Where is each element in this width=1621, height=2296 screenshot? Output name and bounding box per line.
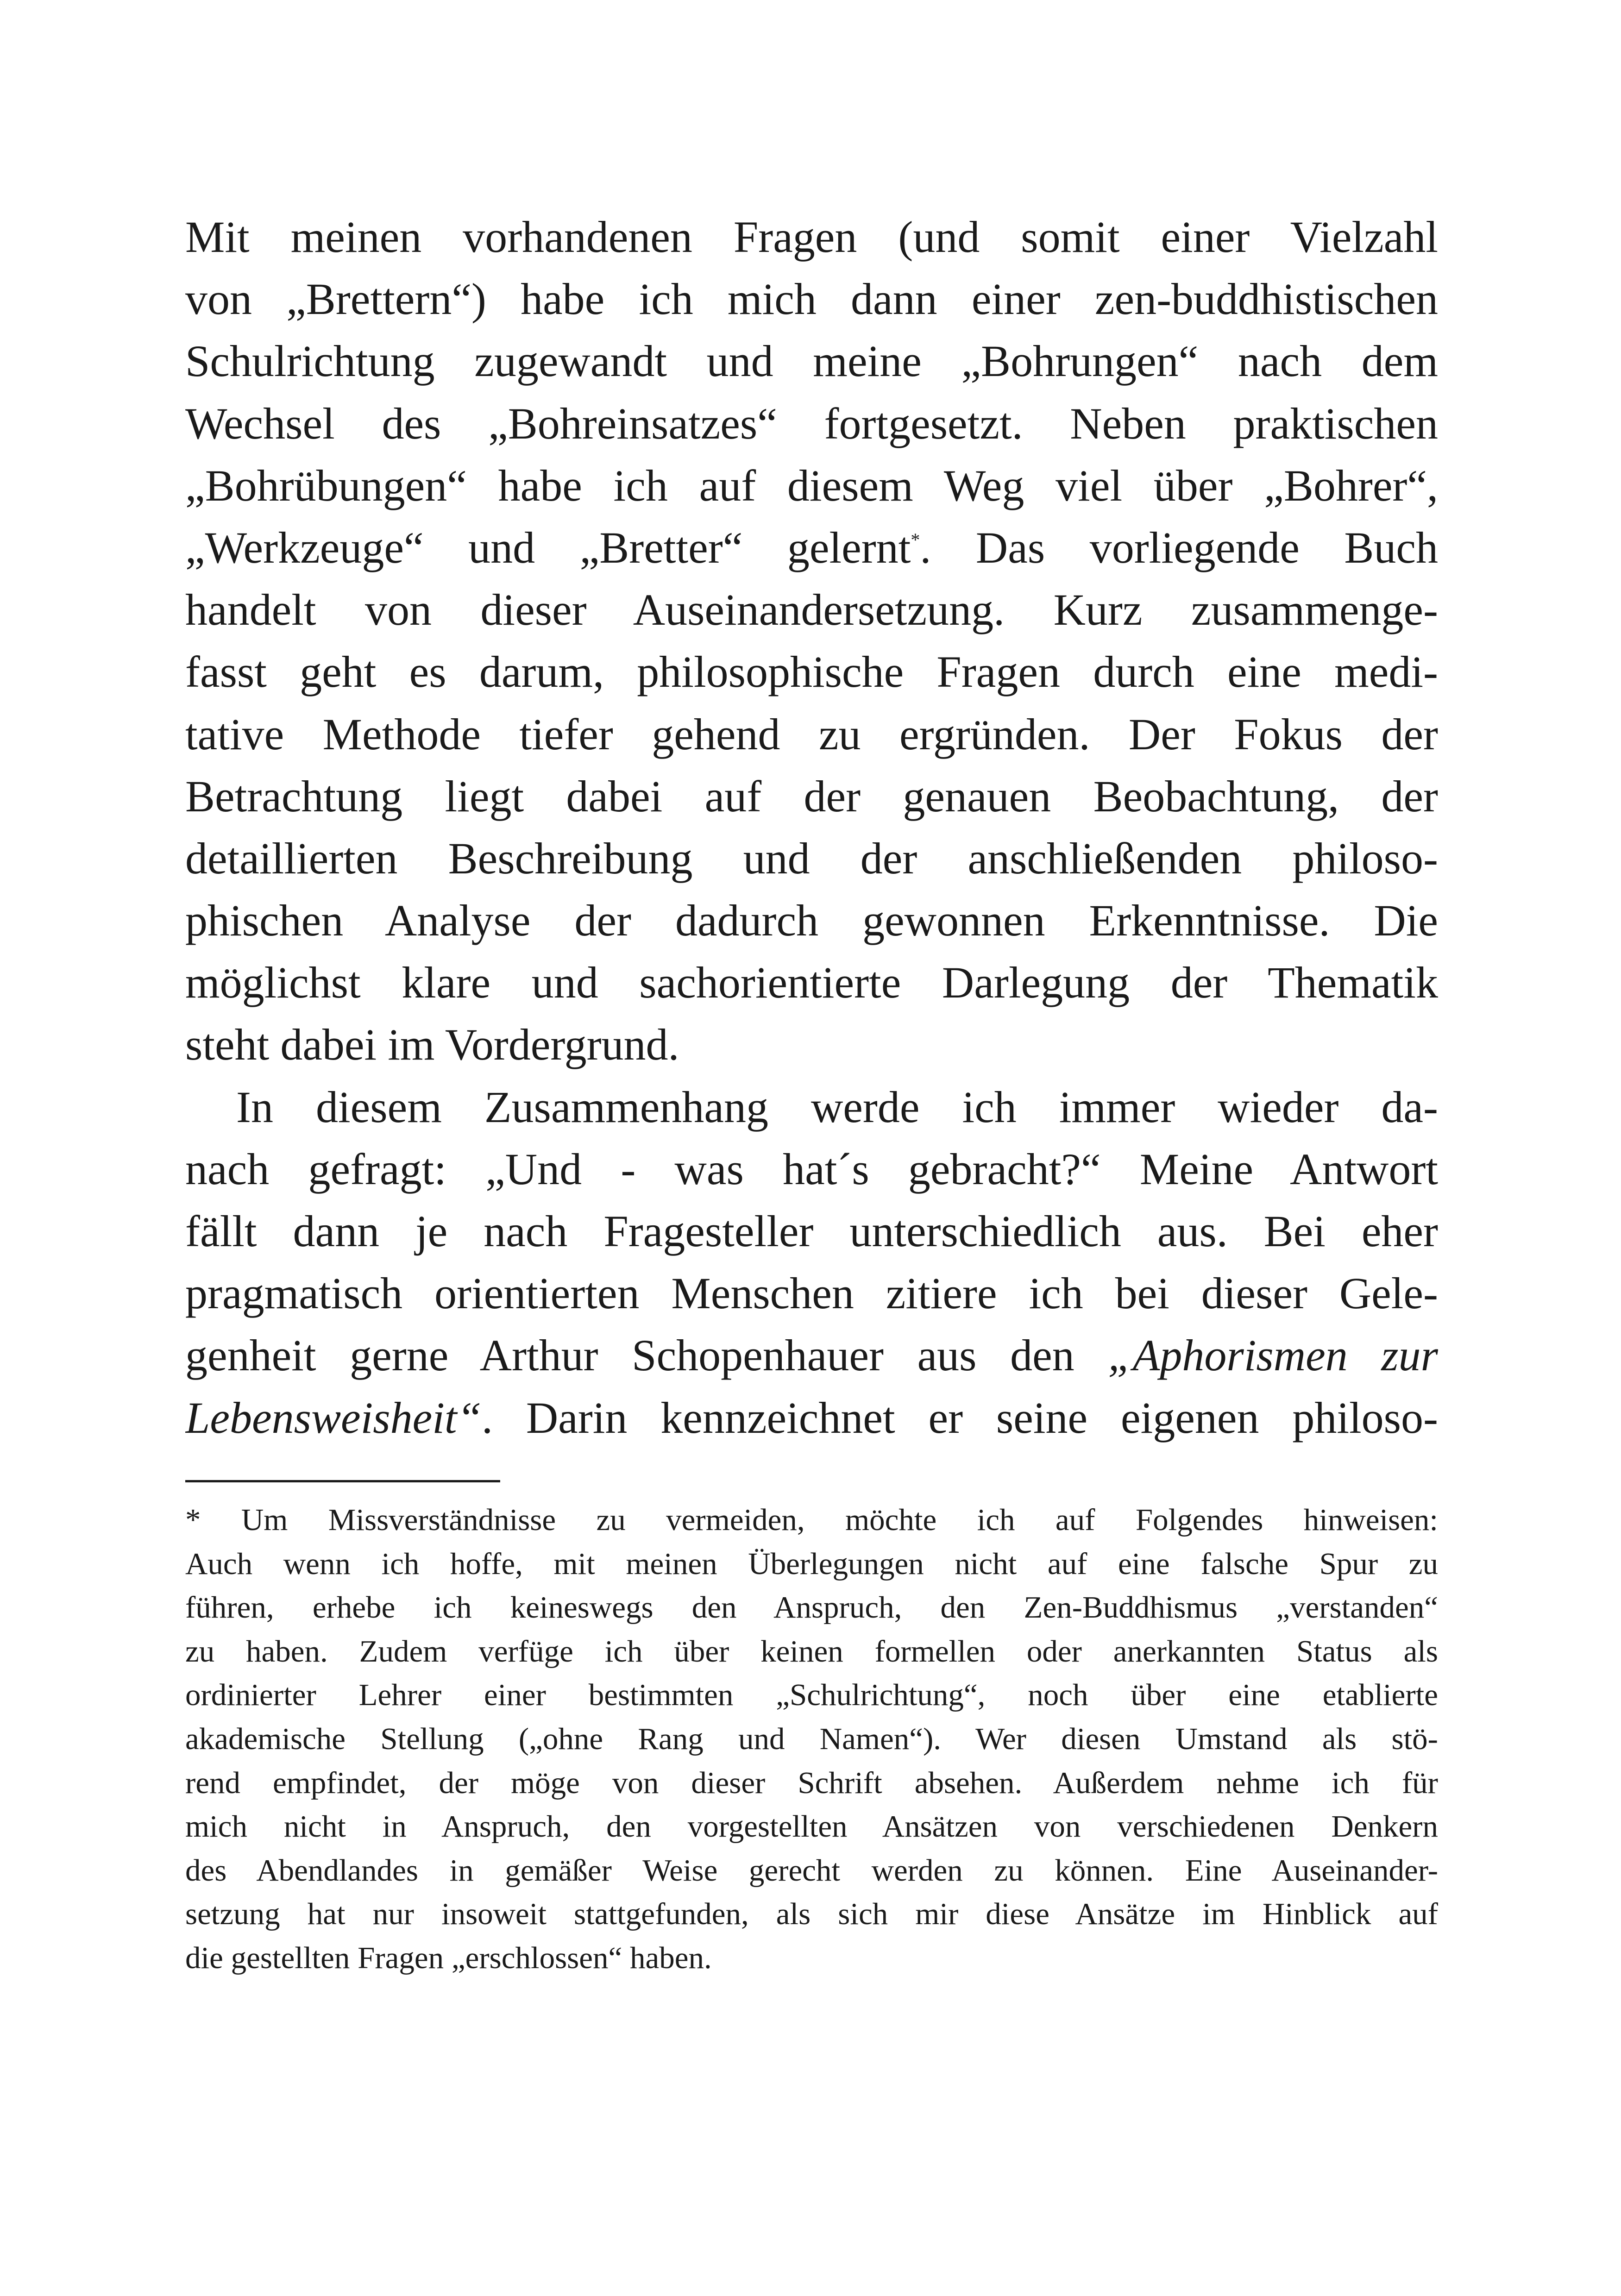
book-title: „Aphorismen zur [1108, 1330, 1438, 1380]
footnote-divider [185, 1480, 500, 1482]
text-line: nach gefragt: „Und - was hat´s gebracht?“ Meine Antwort [185, 1144, 1438, 1194]
footnote-line: ordinierter Lehrer einer bestimmten „Schulrichtung“, noch über eine etablierte [185, 1678, 1438, 1713]
book-title: Lebensweisheit“ [185, 1393, 482, 1443]
text-span: . Das vorliegende Buch [920, 522, 1438, 572]
text-line: möglichst klare und sachorientierte Darlegung der Thematik [185, 958, 1438, 1008]
footnote-line: zu haben. Zudem verfüge ich über keinen formellen oder anerkannten Status als [185, 1634, 1438, 1669]
text-span: „Werkzeuge“ und „Bretter“ gelernt [185, 522, 911, 572]
text-span: . Darin kennzeichnet er seine eigenen philoso- [481, 1393, 1438, 1443]
text-line: In diesem Zusammenhang werde ich immer wieder da- [236, 1082, 1438, 1132]
text-line: Schulrichtung zugewandt und meine „Bohrungen“ nach dem [185, 336, 1438, 386]
footnote-line: mich nicht in Anspruch, den vorgestellten Ansätzen von verschiedenen Denkern [185, 1809, 1438, 1844]
footnote-line: die gestellten Fragen „erschlossen“ haben. [185, 1940, 712, 1975]
footnote-line: akademische Stellung („ohne Rang und Namen“). Wer diesen Umstand als stö- [185, 1721, 1438, 1756]
text-line: pragmatisch orientierten Menschen zitiere ich bei dieser Gele- [185, 1268, 1438, 1318]
text-line: Mit meinen vorhandenen Fragen (und somit einer Vielzahl [185, 212, 1438, 262]
text-line: detaillierten Beschreibung und der anschließenden philoso- [185, 833, 1438, 883]
text-line: fällt dann je nach Fragesteller unterschiedlich aus. Bei eher [185, 1206, 1438, 1256]
text-line: steht dabei im Vordergrund. [185, 1020, 679, 1070]
footnote-marker: * [911, 529, 920, 550]
text-line: phischen Analyse der dadurch gewonnen Erkenntnisse. Die [185, 896, 1438, 946]
main-text [185, 206, 1438, 1449]
text-span: genheit gerne Arthur Schopenhauer aus den [185, 1330, 1108, 1380]
text-line: Wechsel des „Bohreinsatzes“ fortgesetzt. Neben praktischen [185, 398, 1438, 448]
footnote-line: setzung hat nur insoweit stattgefunden, als sich mir diese Ansätze im Hinblick auf [185, 1897, 1438, 1932]
text-line [185, 1324, 1438, 1386]
footnote-line: Auch wenn ich hoffe, mit meinen Überlegungen nicht auf eine falsche Spur zu [185, 1546, 1438, 1581]
text-line [185, 1387, 1438, 1449]
footnote [185, 1498, 1438, 1980]
footnote-line: des Abendlandes in gemäßer Weise gerecht werden zu können. Eine Auseinander- [185, 1853, 1438, 1888]
text-line: handelt von dieser Auseinandersetzung. Kurz zusammenge- [185, 585, 1438, 635]
footnote-line: * Um Missverständnisse zu vermeiden, möchte ich auf Folgendes hinweisen: [185, 1503, 1438, 1537]
text-line: fasst geht es darum, philosophische Fragen durch eine medi- [185, 647, 1438, 697]
text-line [185, 517, 1438, 579]
text-line: tative Methode tiefer gehend zu ergründen. Der Fokus der [185, 709, 1438, 759]
text-line: von „Brettern“) habe ich mich dann einer zen-buddhistischen [185, 274, 1438, 324]
footnote-line: rend empfindet, der möge von dieser Schrift absehen. Außerdem nehme ich für [185, 1765, 1438, 1800]
text-line: Betrachtung liegt dabei auf der genauen Beobachtung, der [185, 771, 1438, 821]
footnote-line: führen, erhebe ich keineswegs den Anspruch, den Zen-Buddhismus „verstanden“ [185, 1590, 1438, 1625]
text-line: „Bohrübungen“ habe ich auf diesem Weg viel über „Bohrer“, [185, 460, 1438, 510]
